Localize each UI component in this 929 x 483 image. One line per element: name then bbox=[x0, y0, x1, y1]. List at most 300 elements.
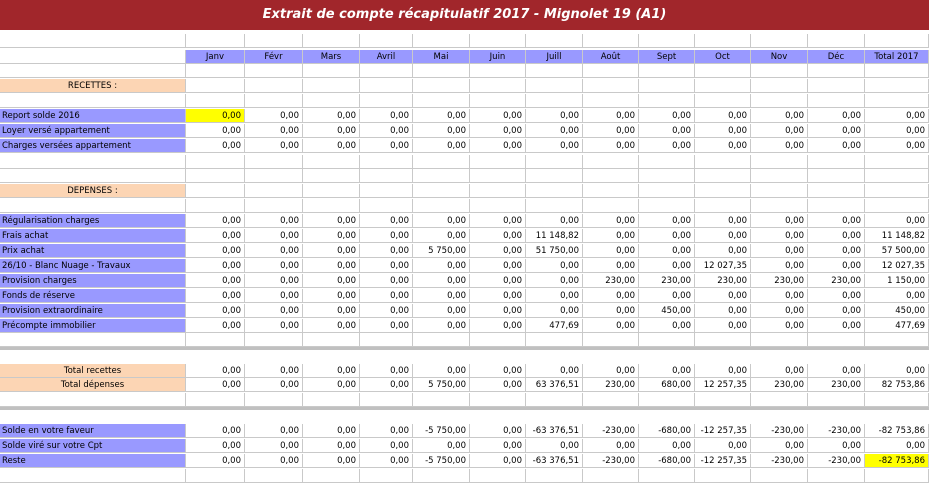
value-cell[interactable]: 0,00 bbox=[245, 289, 303, 303]
value-cell[interactable]: 0,00 bbox=[303, 364, 360, 378]
value-cell[interactable]: 0,00 bbox=[751, 244, 808, 258]
value-cell[interactable]: 0,00 bbox=[695, 439, 751, 453]
empty-cell[interactable] bbox=[186, 333, 245, 347]
value-cell[interactable]: -680,00 bbox=[639, 424, 695, 438]
empty-cell[interactable] bbox=[695, 79, 751, 93]
value-cell[interactable]: 82 753,86 bbox=[865, 378, 929, 392]
empty-cell[interactable] bbox=[583, 155, 639, 169]
empty-cell[interactable] bbox=[865, 34, 929, 48]
empty-cell[interactable] bbox=[865, 199, 929, 213]
empty-cell[interactable] bbox=[639, 184, 695, 198]
empty-cell[interactable] bbox=[695, 184, 751, 198]
value-cell[interactable]: 0,00 bbox=[526, 439, 583, 453]
value-cell[interactable]: 0,00 bbox=[413, 259, 470, 273]
value-cell[interactable]: 0,00 bbox=[639, 439, 695, 453]
empty-cell[interactable] bbox=[0, 469, 186, 483]
value-cell[interactable]: -230,00 bbox=[583, 424, 639, 438]
empty-cell[interactable] bbox=[583, 94, 639, 108]
value-cell[interactable]: 0,00 bbox=[413, 229, 470, 243]
value-cell[interactable]: 0,00 bbox=[470, 439, 526, 453]
empty-cell[interactable] bbox=[360, 184, 413, 198]
empty-cell[interactable] bbox=[186, 64, 245, 78]
value-cell[interactable]: 0,00 bbox=[526, 139, 583, 153]
empty-cell[interactable] bbox=[526, 34, 583, 48]
value-cell[interactable]: 0,00 bbox=[470, 364, 526, 378]
value-cell[interactable]: 0,00 bbox=[186, 124, 245, 138]
empty-cell[interactable] bbox=[751, 94, 808, 108]
value-cell[interactable]: 0,00 bbox=[526, 364, 583, 378]
value-cell[interactable]: 450,00 bbox=[865, 304, 929, 318]
empty-cell[interactable] bbox=[526, 393, 583, 407]
value-cell[interactable]: 11 148,82 bbox=[526, 229, 583, 243]
value-cell[interactable]: 0,00 bbox=[245, 124, 303, 138]
empty-cell[interactable] bbox=[360, 469, 413, 483]
empty-cell[interactable] bbox=[751, 469, 808, 483]
value-cell[interactable]: 0,00 bbox=[360, 319, 413, 333]
value-cell[interactable]: 0,00 bbox=[303, 378, 360, 392]
empty-cell[interactable] bbox=[245, 34, 303, 48]
value-cell[interactable]: 0,00 bbox=[303, 124, 360, 138]
value-cell[interactable]: 0,00 bbox=[245, 364, 303, 378]
value-cell[interactable]: 0,00 bbox=[639, 244, 695, 258]
value-cell[interactable]: 0,00 bbox=[526, 124, 583, 138]
row-label[interactable]: Précompte immobilier bbox=[0, 319, 186, 333]
value-cell[interactable]: 0,00 bbox=[360, 364, 413, 378]
empty-cell[interactable] bbox=[751, 393, 808, 407]
value-cell[interactable]: 0,00 bbox=[303, 109, 360, 123]
empty-cell[interactable] bbox=[186, 94, 245, 108]
value-cell[interactable]: 0,00 bbox=[360, 424, 413, 438]
value-cell[interactable]: 230,00 bbox=[583, 274, 639, 288]
row-label[interactable]: Régularisation charges bbox=[0, 214, 186, 228]
value-cell[interactable]: 0,00 bbox=[583, 229, 639, 243]
empty-cell[interactable] bbox=[303, 469, 360, 483]
empty-cell[interactable] bbox=[186, 199, 245, 213]
empty-cell[interactable] bbox=[865, 155, 929, 169]
value-cell[interactable]: 0,00 bbox=[360, 289, 413, 303]
empty-cell[interactable] bbox=[639, 199, 695, 213]
value-cell[interactable]: 230,00 bbox=[639, 274, 695, 288]
value-cell[interactable]: 0,00 bbox=[360, 139, 413, 153]
value-cell[interactable]: 0,00 bbox=[865, 289, 929, 303]
empty-cell[interactable] bbox=[413, 333, 470, 347]
value-cell[interactable]: 0,00 bbox=[470, 259, 526, 273]
value-cell[interactable]: 0,00 bbox=[583, 289, 639, 303]
empty-cell[interactable] bbox=[0, 155, 186, 169]
empty-cell[interactable] bbox=[751, 155, 808, 169]
value-cell[interactable]: 0,00 bbox=[360, 229, 413, 243]
value-cell[interactable]: 0,00 bbox=[639, 214, 695, 228]
value-cell[interactable]: 0,00 bbox=[583, 124, 639, 138]
row-label[interactable]: Prix achat bbox=[0, 244, 186, 258]
value-cell[interactable]: 0,00 bbox=[245, 109, 303, 123]
value-cell[interactable]: 0,00 bbox=[808, 304, 865, 318]
value-cell[interactable]: 12 257,35 bbox=[695, 378, 751, 392]
value-cell[interactable]: 0,00 bbox=[526, 274, 583, 288]
empty-cell[interactable] bbox=[751, 34, 808, 48]
value-cell[interactable]: 0,00 bbox=[186, 274, 245, 288]
empty-cell[interactable] bbox=[0, 94, 186, 108]
value-cell[interactable]: 0,00 bbox=[695, 139, 751, 153]
row-label[interactable]: Provision charges bbox=[0, 274, 186, 288]
empty-cell[interactable] bbox=[303, 79, 360, 93]
value-cell[interactable]: 0,00 bbox=[639, 124, 695, 138]
value-cell[interactable]: 230,00 bbox=[808, 274, 865, 288]
empty-cell[interactable] bbox=[695, 393, 751, 407]
empty-cell[interactable] bbox=[413, 79, 470, 93]
row-label[interactable]: Provision extraordinaire bbox=[0, 304, 186, 318]
empty-cell[interactable] bbox=[583, 34, 639, 48]
value-cell[interactable]: 0,00 bbox=[360, 304, 413, 318]
value-cell[interactable]: 12 027,35 bbox=[695, 259, 751, 273]
value-cell[interactable]: 0,00 bbox=[303, 319, 360, 333]
empty-cell[interactable] bbox=[413, 169, 470, 183]
value-cell[interactable]: 0,00 bbox=[186, 244, 245, 258]
empty-cell[interactable] bbox=[751, 199, 808, 213]
empty-cell[interactable] bbox=[470, 393, 526, 407]
empty-cell[interactable] bbox=[808, 199, 865, 213]
empty-cell[interactable] bbox=[695, 64, 751, 78]
value-cell[interactable]: 0,00 bbox=[303, 214, 360, 228]
empty-cell[interactable] bbox=[583, 393, 639, 407]
empty-cell[interactable] bbox=[186, 34, 245, 48]
empty-cell[interactable] bbox=[470, 169, 526, 183]
value-cell[interactable]: 0,00 bbox=[639, 319, 695, 333]
empty-cell[interactable] bbox=[303, 64, 360, 78]
value-cell[interactable]: 0,00 bbox=[751, 139, 808, 153]
empty-cell[interactable] bbox=[303, 155, 360, 169]
value-cell[interactable]: 0,00 bbox=[303, 439, 360, 453]
empty-cell[interactable] bbox=[360, 393, 413, 407]
empty-cell[interactable] bbox=[360, 199, 413, 213]
value-cell[interactable]: 0,00 bbox=[413, 139, 470, 153]
empty-cell[interactable] bbox=[639, 469, 695, 483]
empty-cell[interactable] bbox=[413, 155, 470, 169]
value-cell[interactable]: 0,00 bbox=[639, 229, 695, 243]
empty-cell[interactable] bbox=[639, 169, 695, 183]
empty-cell[interactable] bbox=[751, 64, 808, 78]
value-cell[interactable]: 0,00 bbox=[186, 454, 245, 468]
value-cell[interactable]: 0,00 bbox=[186, 319, 245, 333]
value-cell[interactable]: 63 376,51 bbox=[526, 378, 583, 392]
empty-cell[interactable] bbox=[865, 64, 929, 78]
empty-cell[interactable] bbox=[583, 199, 639, 213]
value-cell[interactable]: 230,00 bbox=[583, 378, 639, 392]
value-cell[interactable]: 230,00 bbox=[808, 378, 865, 392]
value-cell[interactable]: -12 257,35 bbox=[695, 424, 751, 438]
value-cell[interactable]: 0,00 bbox=[526, 109, 583, 123]
empty-cell[interactable] bbox=[470, 64, 526, 78]
value-cell[interactable]: 230,00 bbox=[751, 378, 808, 392]
value-cell[interactable]: 0,00 bbox=[695, 214, 751, 228]
value-cell[interactable]: 0,00 bbox=[526, 259, 583, 273]
value-cell[interactable]: 0,00 bbox=[808, 259, 865, 273]
value-cell[interactable]: 0,00 bbox=[470, 378, 526, 392]
value-cell[interactable]: 0,00 bbox=[245, 139, 303, 153]
empty-cell[interactable] bbox=[413, 64, 470, 78]
empty-cell[interactable] bbox=[303, 333, 360, 347]
value-cell[interactable]: 0,00 bbox=[303, 259, 360, 273]
empty-cell[interactable] bbox=[303, 393, 360, 407]
empty-cell[interactable] bbox=[639, 333, 695, 347]
value-cell[interactable]: 0,00 bbox=[360, 454, 413, 468]
empty-cell[interactable] bbox=[245, 184, 303, 198]
value-cell[interactable]: -82 753,86 bbox=[865, 424, 929, 438]
value-cell[interactable]: 0,00 bbox=[751, 304, 808, 318]
value-cell[interactable]: 0,00 bbox=[245, 439, 303, 453]
empty-cell[interactable] bbox=[583, 469, 639, 483]
value-cell[interactable]: 0,00 bbox=[695, 124, 751, 138]
value-cell[interactable]: 0,00 bbox=[413, 319, 470, 333]
empty-cell[interactable] bbox=[639, 94, 695, 108]
value-cell[interactable]: 0,00 bbox=[360, 259, 413, 273]
empty-cell[interactable] bbox=[808, 184, 865, 198]
row-label[interactable]: Total recettes bbox=[0, 364, 186, 378]
value-cell[interactable]: 0,00 bbox=[583, 109, 639, 123]
empty-cell[interactable] bbox=[808, 64, 865, 78]
empty-cell[interactable] bbox=[695, 169, 751, 183]
value-cell[interactable]: 0,00 bbox=[245, 214, 303, 228]
empty-cell[interactable] bbox=[470, 34, 526, 48]
row-label[interactable]: Reste bbox=[0, 454, 186, 468]
value-cell[interactable]: 0,00 bbox=[865, 364, 929, 378]
value-cell[interactable]: 0,00 bbox=[808, 289, 865, 303]
value-cell[interactable]: 0,00 bbox=[751, 229, 808, 243]
value-cell[interactable]: 0,00 bbox=[186, 259, 245, 273]
empty-cell[interactable] bbox=[413, 393, 470, 407]
empty-cell[interactable] bbox=[808, 155, 865, 169]
value-cell[interactable]: 0,00 bbox=[303, 244, 360, 258]
empty-cell[interactable] bbox=[695, 333, 751, 347]
empty-cell[interactable] bbox=[360, 79, 413, 93]
value-cell[interactable]: -680,00 bbox=[639, 454, 695, 468]
empty-cell[interactable] bbox=[186, 155, 245, 169]
value-cell[interactable]: -230,00 bbox=[583, 454, 639, 468]
empty-cell[interactable] bbox=[639, 393, 695, 407]
value-cell[interactable]: 0,00 bbox=[470, 454, 526, 468]
empty-cell[interactable] bbox=[0, 393, 186, 407]
value-cell[interactable]: 0,00 bbox=[639, 289, 695, 303]
value-cell[interactable]: 477,69 bbox=[865, 319, 929, 333]
value-cell[interactable]: 0,00 bbox=[303, 424, 360, 438]
value-cell[interactable]: 1 150,00 bbox=[865, 274, 929, 288]
empty-cell[interactable] bbox=[695, 94, 751, 108]
value-cell[interactable]: 0,00 bbox=[583, 259, 639, 273]
value-cell[interactable]: 0,00 bbox=[639, 259, 695, 273]
value-cell[interactable]: 0,00 bbox=[360, 378, 413, 392]
value-cell[interactable]: 0,00 bbox=[808, 364, 865, 378]
empty-cell[interactable] bbox=[360, 169, 413, 183]
value-cell[interactable]: 0,00 bbox=[186, 439, 245, 453]
empty-cell[interactable] bbox=[808, 393, 865, 407]
empty-cell[interactable] bbox=[639, 155, 695, 169]
value-cell[interactable]: 57 500,00 bbox=[865, 244, 929, 258]
value-cell[interactable]: 0,00 bbox=[470, 244, 526, 258]
value-cell[interactable]: 0,00 bbox=[186, 304, 245, 318]
value-cell[interactable]: 0,00 bbox=[751, 319, 808, 333]
value-cell[interactable]: 0,00 bbox=[413, 304, 470, 318]
empty-cell[interactable] bbox=[695, 469, 751, 483]
row-label[interactable]: 26/10 - Blanc Nuage - Travaux bbox=[0, 259, 186, 273]
empty-cell[interactable] bbox=[808, 34, 865, 48]
empty-cell[interactable] bbox=[303, 34, 360, 48]
value-cell[interactable]: 0,00 bbox=[470, 124, 526, 138]
empty-cell[interactable] bbox=[526, 469, 583, 483]
value-cell[interactable]: 0,00 bbox=[413, 109, 470, 123]
value-cell[interactable]: 0,00 bbox=[303, 454, 360, 468]
value-cell[interactable]: 0,00 bbox=[303, 229, 360, 243]
value-cell[interactable]: 0,00 bbox=[751, 214, 808, 228]
value-cell[interactable]: 0,00 bbox=[245, 424, 303, 438]
empty-cell[interactable] bbox=[751, 169, 808, 183]
value-cell[interactable]: 5 750,00 bbox=[413, 378, 470, 392]
empty-cell[interactable] bbox=[583, 79, 639, 93]
empty-cell[interactable] bbox=[808, 169, 865, 183]
value-cell[interactable]: 0,00 bbox=[245, 304, 303, 318]
empty-cell[interactable] bbox=[470, 469, 526, 483]
value-cell[interactable]: 0,00 bbox=[303, 304, 360, 318]
empty-cell[interactable] bbox=[245, 199, 303, 213]
empty-cell[interactable] bbox=[808, 333, 865, 347]
value-cell[interactable]: 0,00 bbox=[808, 244, 865, 258]
empty-cell[interactable] bbox=[526, 155, 583, 169]
value-cell[interactable]: 0,00 bbox=[245, 454, 303, 468]
value-cell[interactable]: 0,00 bbox=[186, 289, 245, 303]
value-cell[interactable]: 450,00 bbox=[639, 304, 695, 318]
value-cell[interactable]: 0,00 bbox=[186, 229, 245, 243]
empty-cell[interactable] bbox=[526, 64, 583, 78]
empty-cell[interactable] bbox=[583, 169, 639, 183]
empty-cell[interactable] bbox=[526, 94, 583, 108]
value-cell[interactable]: 0,00 bbox=[865, 139, 929, 153]
value-cell[interactable]: 0,00 bbox=[865, 124, 929, 138]
empty-cell[interactable] bbox=[245, 155, 303, 169]
value-cell[interactable]: 0,00 bbox=[583, 319, 639, 333]
value-cell[interactable]: 0,00 bbox=[470, 214, 526, 228]
empty-cell[interactable] bbox=[0, 64, 186, 78]
empty-cell[interactable] bbox=[808, 94, 865, 108]
value-cell[interactable]: 0,00 bbox=[245, 259, 303, 273]
value-cell[interactable]: 0,00 bbox=[808, 319, 865, 333]
value-cell[interactable]: 0,00 bbox=[808, 139, 865, 153]
value-cell[interactable]: 0,00 bbox=[413, 439, 470, 453]
row-label[interactable]: Loyer versé appartement bbox=[0, 124, 186, 138]
empty-cell[interactable] bbox=[470, 155, 526, 169]
value-cell[interactable]: 0,00 bbox=[526, 289, 583, 303]
value-cell[interactable]: -63 376,51 bbox=[526, 454, 583, 468]
row-label[interactable]: Fonds de réserve bbox=[0, 289, 186, 303]
empty-cell[interactable] bbox=[808, 469, 865, 483]
empty-cell[interactable] bbox=[865, 169, 929, 183]
value-cell[interactable]: 0,00 bbox=[245, 274, 303, 288]
value-cell[interactable]: 477,69 bbox=[526, 319, 583, 333]
empty-cell[interactable] bbox=[865, 79, 929, 93]
value-cell[interactable]: 0,00 bbox=[695, 304, 751, 318]
value-cell[interactable]: 0,00 bbox=[865, 214, 929, 228]
empty-cell[interactable] bbox=[526, 184, 583, 198]
value-cell[interactable]: 0,00 bbox=[186, 424, 245, 438]
value-cell[interactable]: 0,00 bbox=[695, 289, 751, 303]
value-cell[interactable]: 0,00 bbox=[186, 378, 245, 392]
value-cell[interactable]: 0,00 bbox=[186, 139, 245, 153]
value-cell[interactable]: 0,00 bbox=[583, 244, 639, 258]
value-cell[interactable]: 0,00 bbox=[808, 439, 865, 453]
value-cell[interactable]: 0,00 bbox=[360, 214, 413, 228]
value-cell[interactable]: 0,00 bbox=[470, 304, 526, 318]
empty-cell[interactable] bbox=[0, 333, 186, 347]
empty-cell[interactable] bbox=[751, 184, 808, 198]
empty-cell[interactable] bbox=[0, 169, 186, 183]
value-cell[interactable]: 0,00 bbox=[695, 244, 751, 258]
value-cell[interactable]: 0,00 bbox=[470, 289, 526, 303]
empty-cell[interactable] bbox=[695, 199, 751, 213]
empty-cell[interactable] bbox=[751, 79, 808, 93]
empty-cell[interactable] bbox=[526, 169, 583, 183]
value-cell[interactable]: 0,00 bbox=[583, 139, 639, 153]
value-cell[interactable]: 0,00 bbox=[751, 259, 808, 273]
value-cell[interactable]: -12 257,35 bbox=[695, 454, 751, 468]
value-cell[interactable]: 0,00 bbox=[360, 244, 413, 258]
empty-cell[interactable] bbox=[526, 199, 583, 213]
empty-cell[interactable] bbox=[245, 333, 303, 347]
empty-cell[interactable] bbox=[186, 393, 245, 407]
empty-cell[interactable] bbox=[526, 79, 583, 93]
value-cell[interactable]: 0,00 bbox=[526, 214, 583, 228]
value-cell[interactable]: 0,00 bbox=[470, 229, 526, 243]
value-cell[interactable]: 0,00 bbox=[751, 364, 808, 378]
empty-cell[interactable] bbox=[865, 333, 929, 347]
value-cell[interactable]: 0,00 bbox=[808, 109, 865, 123]
value-cell[interactable]: 0,00 bbox=[583, 304, 639, 318]
empty-cell[interactable] bbox=[808, 79, 865, 93]
value-cell[interactable]: 0,00 bbox=[186, 109, 245, 123]
row-label[interactable]: Solde en votre faveur bbox=[0, 424, 186, 438]
value-cell[interactable]: 0,00 bbox=[360, 109, 413, 123]
value-cell[interactable]: 51 750,00 bbox=[526, 244, 583, 258]
value-cell[interactable]: -63 376,51 bbox=[526, 424, 583, 438]
value-cell[interactable]: -230,00 bbox=[751, 424, 808, 438]
empty-cell[interactable] bbox=[865, 469, 929, 483]
value-cell[interactable]: 0,00 bbox=[865, 109, 929, 123]
empty-cell[interactable] bbox=[186, 184, 245, 198]
empty-cell[interactable] bbox=[360, 64, 413, 78]
value-cell[interactable]: 0,00 bbox=[751, 289, 808, 303]
empty-cell[interactable] bbox=[186, 469, 245, 483]
value-cell[interactable]: 0,00 bbox=[583, 364, 639, 378]
value-cell[interactable]: 0,00 bbox=[808, 229, 865, 243]
value-cell[interactable]: 0,00 bbox=[303, 139, 360, 153]
value-cell[interactable]: 0,00 bbox=[695, 229, 751, 243]
empty-cell[interactable] bbox=[186, 79, 245, 93]
empty-cell[interactable] bbox=[303, 94, 360, 108]
empty-cell[interactable] bbox=[470, 199, 526, 213]
value-cell[interactable]: 0,00 bbox=[639, 139, 695, 153]
value-cell[interactable]: 0,00 bbox=[695, 109, 751, 123]
value-cell[interactable]: 0,00 bbox=[470, 319, 526, 333]
empty-cell[interactable] bbox=[639, 34, 695, 48]
value-cell[interactable]: 11 148,82 bbox=[865, 229, 929, 243]
empty-cell[interactable] bbox=[470, 184, 526, 198]
value-cell[interactable]: 0,00 bbox=[526, 304, 583, 318]
empty-cell[interactable] bbox=[583, 333, 639, 347]
empty-cell[interactable] bbox=[0, 34, 186, 48]
empty-cell[interactable] bbox=[413, 34, 470, 48]
empty-cell[interactable] bbox=[360, 333, 413, 347]
value-cell[interactable]: 0,00 bbox=[751, 109, 808, 123]
value-cell[interactable]: 0,00 bbox=[808, 124, 865, 138]
value-cell[interactable]: 230,00 bbox=[751, 274, 808, 288]
value-cell[interactable]: 0,00 bbox=[865, 439, 929, 453]
